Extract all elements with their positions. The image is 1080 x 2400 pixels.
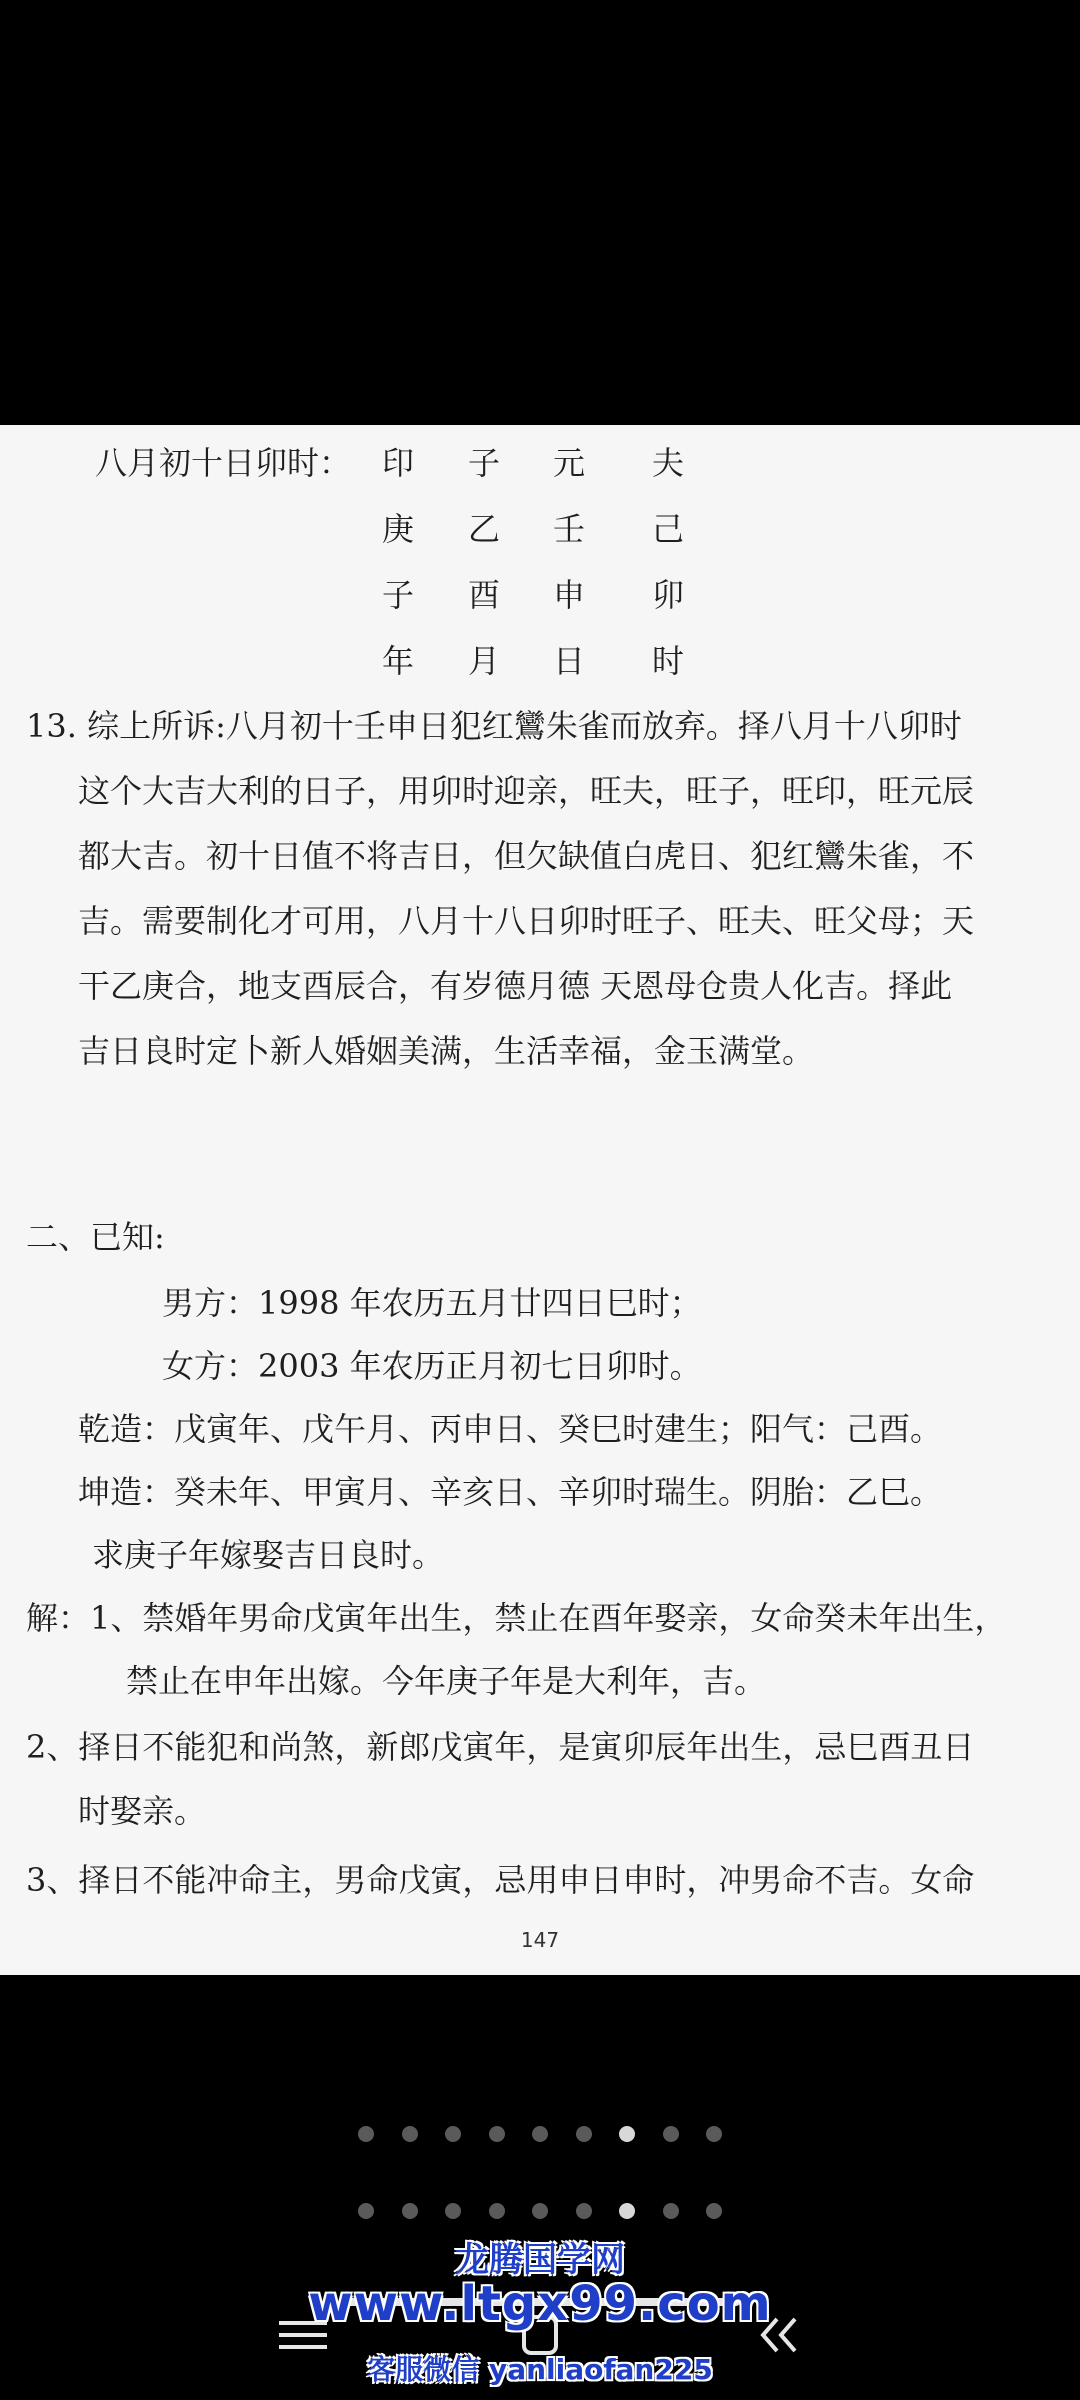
page-dot[interactable] [706, 2126, 722, 2142]
page-dot[interactable] [489, 2126, 505, 2142]
page-dot[interactable] [489, 2203, 505, 2219]
page-dot[interactable] [576, 2203, 592, 2219]
ganzhi-cell: 庚 [382, 510, 415, 548]
text-line: 吉。需要制化才可用，八月十八日卯时旺子、旺夫、旺父母；天 [78, 902, 975, 940]
text-line: 禁止在申年出嫁。今年庚子年是大利年，吉。 [126, 1662, 767, 1700]
document-page [0, 425, 1080, 1975]
ganzhi-label: 八月初十日卯时： [95, 444, 352, 482]
text-line: 坤造：癸未年、甲寅月、辛亥日、辛卯时瑞生。阴胎：乙巳。 [78, 1473, 943, 1511]
text-line: 干乙庚合，地支酉辰合，有岁德月德 天恩母仓贵人化吉。择此 [78, 967, 953, 1005]
page-dot[interactable] [358, 2126, 374, 2142]
page-dot[interactable] [402, 2203, 418, 2219]
ganzhi-cell: 夫 [652, 444, 685, 482]
ganzhi-cell: 乙 [468, 510, 501, 548]
ganzhi-cell: 酉 [468, 576, 501, 614]
text-line: 乾造：戊寅年、戊午月、丙申日、癸巳时建生；阳气：己酉。 [78, 1410, 943, 1448]
page-dot[interactable] [445, 2203, 461, 2219]
page-dot[interactable] [402, 2126, 418, 2142]
ganzhi-cell: 日 [553, 642, 586, 680]
text-line: 时娶亲。 [78, 1792, 207, 1830]
page-dot[interactable] [576, 2126, 592, 2142]
text-line: 解：1、禁婚年男命戊寅年出生，禁止在酉年娶亲，女命癸未年出生， [26, 1599, 1007, 1637]
ganzhi-cell: 月 [468, 642, 501, 680]
text-line: 13. 综上所诉:八月初十壬申日犯红鸞朱雀而放弃。择八月十八卯时 [26, 707, 962, 745]
text-line: 男方：1998 年农历五月廿四日巳时； [162, 1284, 702, 1322]
text-line: 这个大吉大利的日子，用卯时迎亲，旺夫，旺子，旺印，旺元辰 [78, 772, 975, 810]
watermark-url: www.ltgx99.com [308, 2276, 772, 2332]
ganzhi-cell: 壬 [553, 510, 586, 548]
page-dot[interactable] [445, 2126, 461, 2142]
page-dot[interactable] [706, 2203, 722, 2219]
text-line: 求庚子年嫁娶吉日良时。 [92, 1536, 445, 1574]
ganzhi-cell: 申 [553, 576, 586, 614]
page-dot[interactable] [532, 2203, 548, 2219]
page-dot[interactable] [532, 2126, 548, 2142]
text-line: 2、择日不能犯和尚煞，新郎戊寅年，是寅卯辰年出生，忌巳酉丑日 [26, 1728, 975, 1766]
watermark-title: 龙腾国学网 [455, 2240, 625, 2280]
page-dot-active[interactable] [619, 2126, 635, 2142]
ganzhi-cell: 印 [382, 444, 415, 482]
page-dot-active[interactable] [619, 2203, 635, 2219]
page-dot[interactable] [663, 2126, 679, 2142]
ganzhi-cell: 卯 [652, 576, 685, 614]
page-dot[interactable] [663, 2203, 679, 2219]
ganzhi-cell: 子 [468, 444, 501, 482]
page-number: 147 [520, 1928, 560, 1952]
text-line: 都大吉。初十日值不将吉日，但欠缺值白虎日、犯红鸞朱雀，不 [78, 837, 975, 875]
text-line: 3、择日不能冲命主，男命戊寅，忌用申日申时，冲男命不吉。女命 [26, 1861, 975, 1899]
page-dot[interactable] [358, 2203, 374, 2219]
page-indicator[interactable] [358, 2126, 722, 2142]
text-line: 女方：2003 年农历正月初七日卯时。 [162, 1347, 702, 1385]
ganzhi-cell: 年 [382, 642, 415, 680]
ganzhi-cell: 元 [553, 444, 586, 482]
watermark-contact: 客服微信 yanliaofan225 [367, 2353, 713, 2386]
ganzhi-cell: 己 [652, 510, 685, 548]
page-indicator-secondary[interactable] [358, 2203, 722, 2219]
text-line: 吉日良时定卜新人婚姻美满，生活幸福，金玉满堂。 [78, 1032, 815, 1070]
ganzhi-cell: 时 [652, 642, 685, 680]
ganzhi-cell: 子 [382, 576, 415, 614]
section-heading: 二、已知: [26, 1218, 165, 1256]
